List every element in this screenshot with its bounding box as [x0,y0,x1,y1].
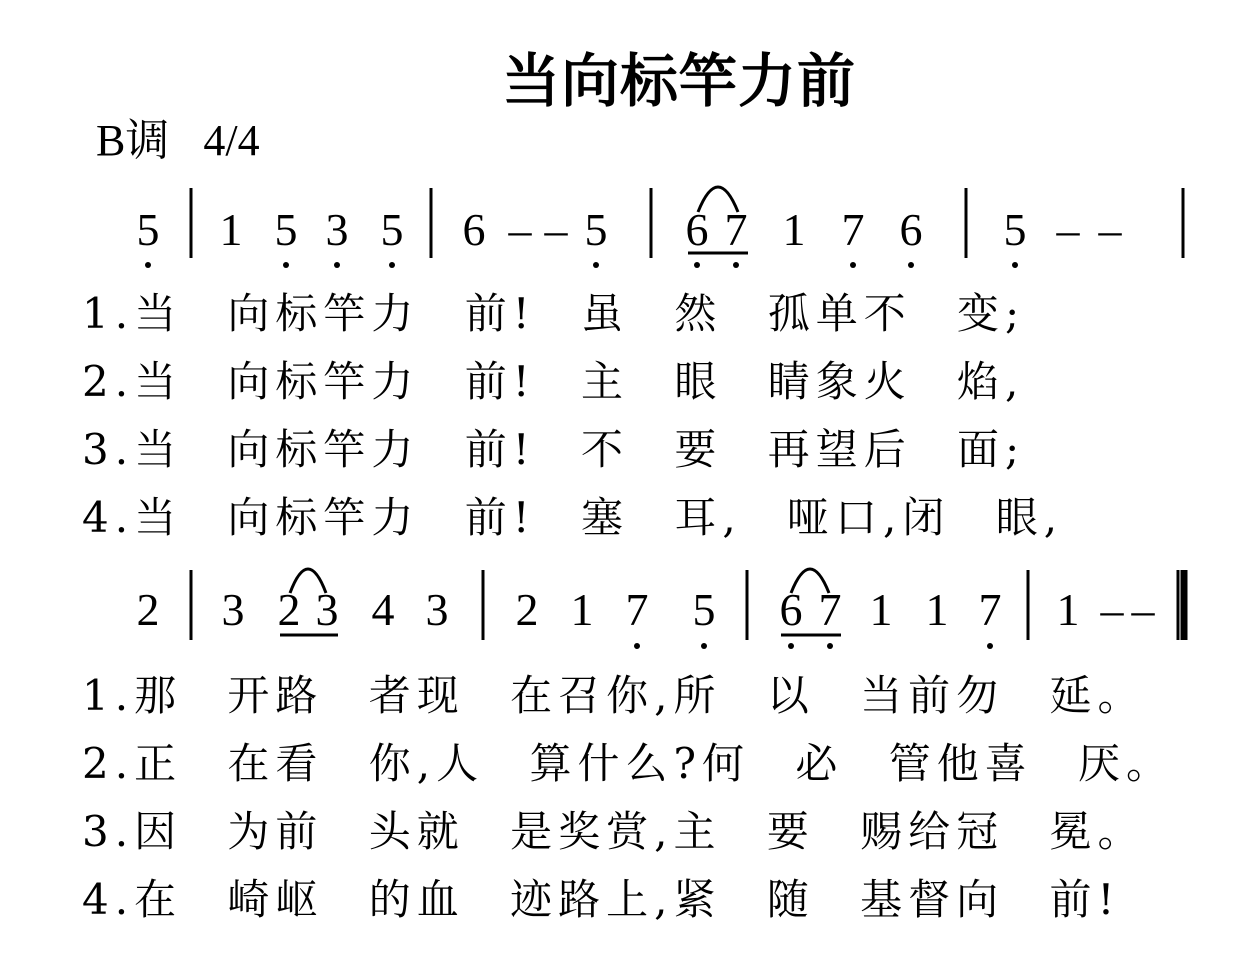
note: 7 [625,584,649,635]
note: 1 [869,584,893,635]
note: – [508,204,532,255]
note: 6 [779,584,803,635]
note: 5 [274,204,298,255]
notes-line1 [137,204,1123,255]
note: 5 [380,204,404,255]
note: 6 [462,204,486,255]
lyric-line2-verse1: 1.那 开路 者现 在召你,所 以 当前勿 延。 [82,671,1146,720]
note: 2 [515,584,539,635]
note: 4 [371,584,395,635]
note: 7 [818,584,842,635]
note: – [1056,204,1080,255]
note: 1 [219,204,243,255]
lyric-line2-verse2: 2.正 在看 你,人 算什么?何 必 管他喜 厌。 [82,739,1175,788]
lyric-line1-verse1: 1.当 向标竿力 前! 虽 然 孤单不 变; [82,289,1026,338]
note: 1 [570,584,594,635]
octave-dots-line1 [145,262,1018,268]
note: 3 [325,204,349,255]
note: 5 [692,584,716,635]
note: 3 [425,584,449,635]
lyric-line2-verse3: 3.因 为前 头就 是奖赏,主 要 赐给冠 冕。 [82,807,1146,856]
note: 5 [136,204,160,255]
note: 6 [899,204,923,255]
octave-dots-line2 [634,643,993,649]
note: 7 [841,204,865,255]
time-signature: 4/4 [203,116,260,165]
key-label: B调 [96,116,170,165]
lyric-line2-verse4: 4.在 崎岖 的血 迹路上,紧 随 基督向 前! [82,875,1121,924]
song-title: 当向标竿力前 [501,47,856,115]
note: 5 [1003,204,1027,255]
note: 1 [1056,584,1080,635]
note: 7 [978,584,1002,635]
note: – [544,204,568,255]
note: – [1098,204,1122,255]
note: 7 [724,204,748,255]
note: 1 [925,584,949,635]
note: 1 [782,204,806,255]
lyric-line1-verse4: 4.当 向标竿力 前! 塞 耳, 哑口,闭 眼, [82,493,1064,542]
lyric-line1-verse2: 2.当 向标竿力 前! 主 眼 睛象火 焰, [82,357,1025,406]
note: – [1100,584,1124,635]
note: 3 [315,584,339,635]
note: 2 [277,584,301,635]
note: 2 [136,584,160,635]
barlines-line2 [191,570,1184,640]
note: 6 [685,204,709,255]
note: – [1131,584,1155,635]
note: 3 [221,584,245,635]
lyric-line1-verse3: 3.当 向标竿力 前! 不 要 再望后 面; [82,425,1026,474]
note: 5 [584,204,608,255]
